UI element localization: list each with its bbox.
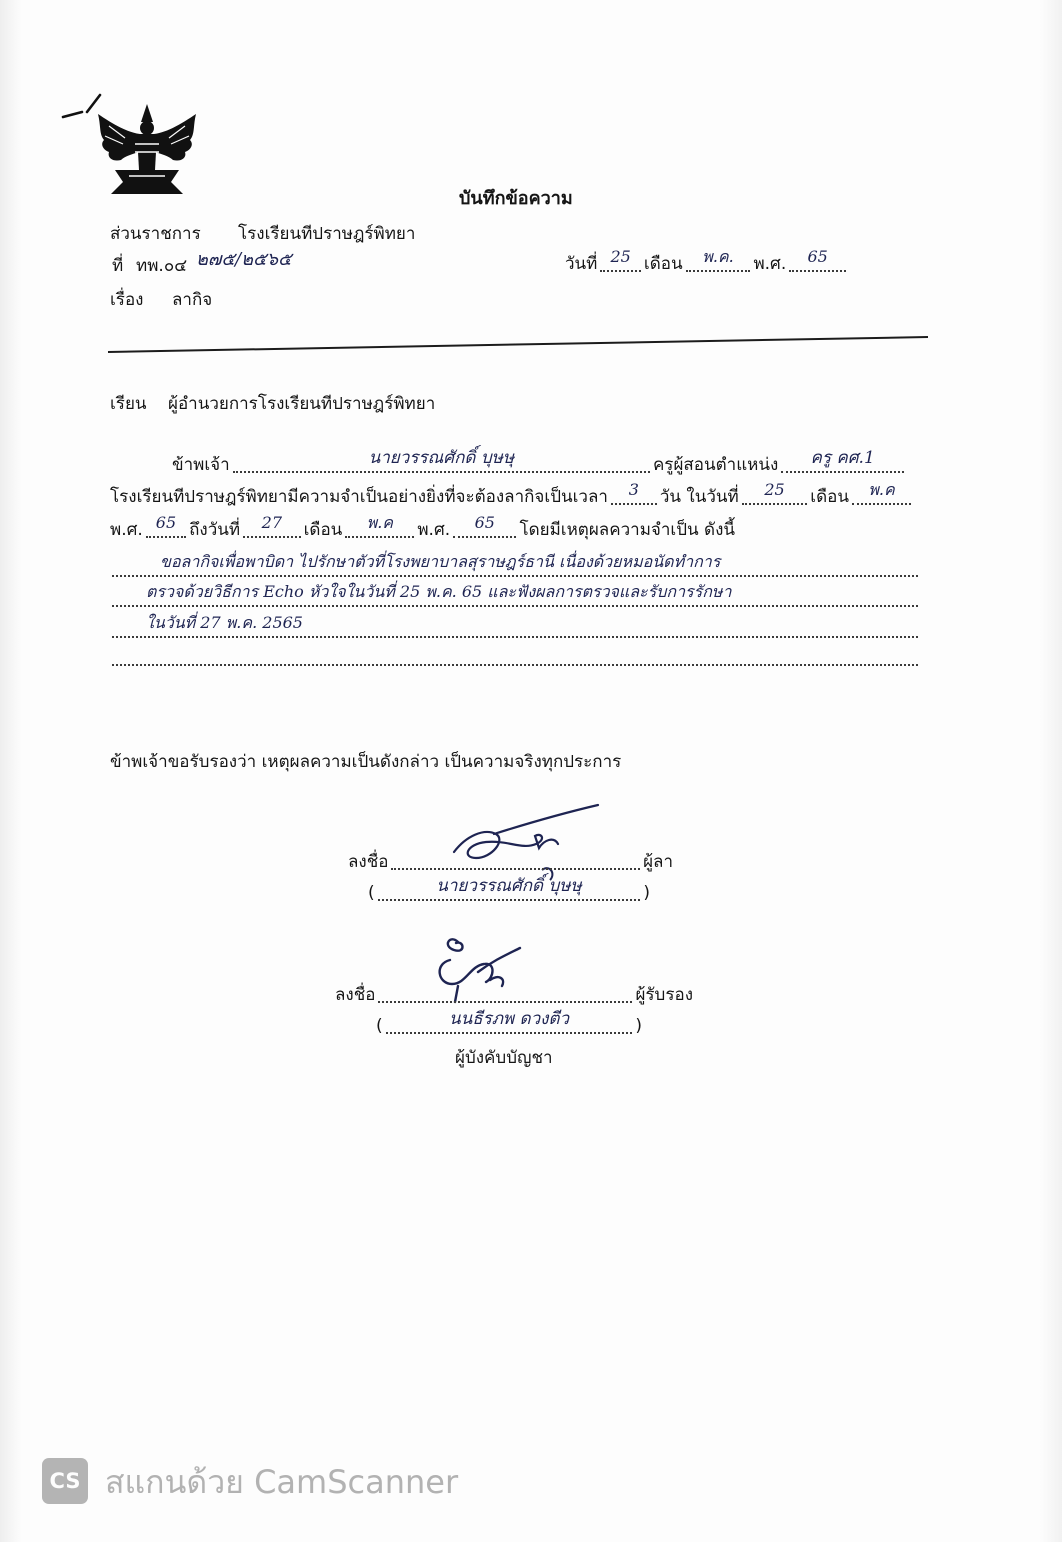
position-value: ครู คศ.1 [810,448,875,468]
reason-line-1-dots [112,575,918,577]
leave-period-row [110,480,914,508]
end-year: 65 [474,513,495,532]
camscanner-logo-icon: CS [42,1458,88,1504]
start-year: 65 [155,513,177,532]
leave-end-row [110,513,735,541]
start-month: พ.ค [868,480,895,499]
reason-line-1: ขอลากิจเพื่อพาบิดา ไปรักษาตัวที่โรงพยาบาลสุราษฎร์ธานี เนื่องด้วยหมอนัดทำการ [160,552,721,571]
start-day-field [742,480,808,505]
days-value: 3 [628,480,639,499]
applicant-name-field [233,448,650,473]
reason-line-3-dots [112,636,918,638]
garuda-emblem [95,104,200,196]
reason-line-2-dots [112,605,918,607]
memo-date-row [565,247,849,275]
applicant-printed-name: นายวรรณศักดิ์ บุษษุ [436,876,582,896]
applicant-printed-name-field [378,876,641,901]
agency-label: ส่วนราชการ [110,224,201,244]
ref-label: ที่ [112,256,124,276]
date-year: 65 [807,247,828,266]
supervisor-sign-label: ลงชื่อ [335,985,376,1005]
end-year-label: พ.ศ. [417,520,451,540]
days-label: วัน ในวันที่ [659,487,739,507]
start-year-field [146,513,186,538]
end-month: พ.ค [366,513,393,532]
end-year-field [453,513,516,538]
certification-statement: ข้าพเจ้าขอรับรองว่า เหตุผลความเป็นดังกล่าว เป็นความจริงทุกประการ [110,752,622,772]
year-label: พ.ศ. [753,254,787,274]
date-day: 25 [610,247,631,266]
position-field [781,448,904,473]
supervisor-title: ผู้บังคับบัญชา [455,1048,553,1068]
subject-value: ลากิจ [172,290,213,310]
supervisor-paren-open: ( [376,1016,383,1036]
ref-prefix: ทพ.๐๔ [136,256,188,276]
applicant-sign-label: ลงชื่อ [348,852,389,872]
ref-number: ๒๗๕/๒๕๖๕ [196,249,292,270]
applicant-sign-field [391,850,640,870]
days-field [611,480,657,505]
end-day-label: ถึงวันที่ [189,520,241,540]
supervisor-paren-close: ) [635,1016,642,1036]
header-divider [0,330,1062,360]
applicant-paren-open: ( [368,883,375,903]
date-month: พ.ค. [702,247,734,266]
position-label: ครูผู้สอนตำแหน่ง [652,455,779,475]
applicant-role: ผู้ลา [643,852,673,872]
to-value: ผู้อำนวยการโรงเรียนทีปราษฎร์พิทยา [168,394,436,414]
supervisor-sign-row [335,982,693,1006]
start-year-label: พ.ศ. [110,520,143,540]
end-month-label: เดือน [303,520,343,540]
memo-title: บันทึกข้อความ [459,188,573,209]
start-day: 25 [764,480,785,499]
applicant-name: นายวรรณศักดิ์ บุษษุ [368,448,515,468]
supervisor-printed-name: นนธีรภพ ดวงตีว [448,1009,570,1029]
month-label: เดือน [643,254,683,274]
end-day-field [243,513,301,538]
applicant-label: ข้าพเจ้า [172,455,230,475]
supervisor-sign-field [378,983,632,1003]
camscanner-watermark: สแกนด้วย CamScanner [105,1463,459,1501]
reason-line-3: ในวันที่ 27 พ.ค. 2565 [146,613,303,632]
date-year-field [789,247,846,272]
start-month-label: เดือน [810,487,849,507]
reason-line-2: ตรวจด้วยวิธีการ Echo หัวใจในวันที่ 25 พ.ค. 65 และฟังผลการตรวจและรับการรักษา [146,582,732,601]
start-month-field [852,480,911,505]
subject-label: เรื่อง [110,290,144,310]
supervisor-name-row [376,1009,642,1037]
applicant-name-row [368,876,650,904]
end-month-field [345,513,414,538]
reason-line-4-dots [112,664,918,666]
applicant-row [172,448,907,476]
agency-value: โรงเรียนทีปราษฎร์พิทยา [238,224,416,244]
applicant-sign-row [348,849,673,873]
to-label: เรียน [110,394,147,414]
reason-intro: โดยมีเหตุผลความจำเป็น ดังนี้ [519,520,735,540]
date-label: วันที่ [565,254,598,274]
applicant-paren-close: ) [643,883,650,903]
end-day: 27 [261,513,283,532]
date-month-field [686,247,751,272]
supervisor-role: ผู้รับรอง [635,985,693,1005]
date-day-field [600,247,641,272]
supervisor-printed-name-field [386,1009,633,1034]
necessity-text: โรงเรียนทีปราษฎร์พิทยามีความจำเป็นอย่างยิ่งที่จะต้องลากิจเป็นเวลา [110,487,608,507]
